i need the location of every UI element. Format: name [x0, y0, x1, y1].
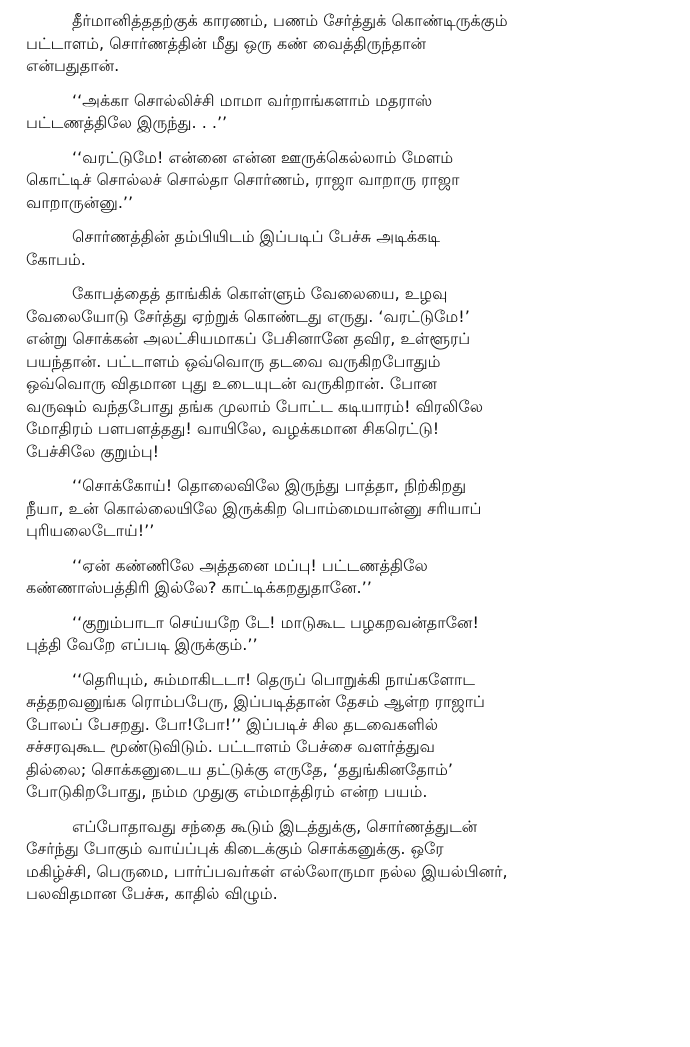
- text-line: வேலையோடு சேர்த்து ஏற்றுக் கொண்டது எருது. ‘வரட்டுமே!’: [26, 306, 470, 326]
- text-line: புரியலைடோய்!’’: [26, 521, 155, 540]
- text-line: கோபத்தைத் தாங்கிக் கொள்ளும் வேலையை, உழவு: [72, 284, 448, 303]
- paragraph: [26, 816, 660, 906]
- text-line: ‘‘சொக்கோய்! தொலைவிலே இருந்து பாத்தா, நிற்கிறது: [72, 476, 467, 495]
- text-line: ‘‘வரட்டுமே! என்னை என்ன ஊருக்கெல்லாம் மேளம்: [72, 147, 454, 167]
- paragraph: [26, 555, 660, 600]
- text-line: சேர்ந்து போகும் வாய்ப்புக் கிடைக்கும் சொக்கனுக்கு. ஒரே: [26, 839, 444, 858]
- text-line: கொட்டிச் சொல்லச் சொல்தா சொர்ணம், ராஜா வாறாரு ராஜா: [26, 170, 460, 189]
- text-line: கண்ணாஸ்பத்திரி இல்லே? காட்டிக்கறதுதானே.’’: [26, 578, 372, 597]
- text-line: ‘‘ஏன் கண்ணிலே அத்தனை மப்பு! பட்டணத்திலே: [72, 555, 428, 575]
- text-line: என்பதுதான்.: [26, 56, 120, 75]
- text-line: போடுகிறபோது, நம்ம முதுகு எம்மாத்திரம் என்ற பயம்.: [26, 782, 428, 801]
- text-line: பலவிதமான பேச்சு, காதில் விழும்.: [26, 884, 278, 903]
- paragraph: [26, 226, 660, 271]
- text-line: பேச்சிலே குறும்பு!: [26, 441, 160, 461]
- text-line: என்று சொக்கன் அலட்சியமாகப் பேசினானே தவிர, உள்ளூரப்: [26, 329, 471, 348]
- text-line: கோபம்.: [26, 249, 86, 269]
- paragraph: [26, 283, 660, 463]
- text-line: பயந்தான். பட்டாளம் ஒவ்வொரு தடவை வருகிறபோதும்: [26, 351, 441, 371]
- text-line: மோதிரம் பளபளத்தது! வாயிலே, வழக்கமான சிகரெட்டு!: [26, 419, 440, 438]
- text-line: தீர்மானித்ததற்குக் காரணம், பணம் சேர்த்துக் கொண்டிருக்கும்: [72, 11, 508, 30]
- text-line: சச்சரவுகூட மூண்டுவிடும். பட்டாளம் பேச்சை வளர்த்துவ: [26, 737, 435, 756]
- paragraph: [26, 669, 660, 804]
- text-line: பட்டாளம், சொர்ணத்தின் மீது ஒரு கண் வைத்திருந்தான்: [26, 33, 426, 53]
- text-line: எப்போதாவது சந்தை கூடும் இடத்துக்கு, சொர்ணத்துடன்: [72, 816, 478, 836]
- text-line: நீயா, உன் கொல்லையிலே இருக்கிற பொம்மையான்னு சரியாப்: [26, 498, 482, 518]
- text-line: வருஷம் வந்தபோது தங்க முலாம் போட்ட கடியாரம்! விரலிலே: [26, 396, 483, 416]
- paragraph: [26, 475, 660, 543]
- text-line: சுத்தறவனுங்க ரொம்பபேரு, இப்படித்தான் தேசம் ஆள்ற ராஜாப்: [26, 692, 485, 711]
- text-line: புத்தி வேறே எப்படி இருக்கும்.’’: [26, 635, 258, 654]
- text-line: வாறாருன்னு.’’: [26, 192, 134, 212]
- paragraph: [26, 147, 660, 215]
- text-line: சொர்ணத்தின் தம்பியிடம் இப்படிப் பேச்சு அடிக்கடி: [72, 227, 440, 246]
- paragraph: [26, 10, 660, 78]
- text-line: பட்டணத்திலே இருந்து. . .’’: [26, 113, 228, 132]
- text-line: தில்லை; சொக்கனுடைய தட்டுக்கு எருதே, ‘ததுங்கினதோம்’: [26, 759, 453, 779]
- paragraph: [26, 90, 660, 135]
- text-line: மகிழ்ச்சி, பெருமை, பார்ப்பவர்கள் எல்லோருமா நல்ல இயல்பினர்,: [26, 861, 508, 881]
- text-line: ‘‘குறும்பாடா செய்யறே டே! மாடுகூட பழகறவன்தானே!: [72, 612, 479, 632]
- text-line: ஒவ்வொரு விதமான புது உடையுடன் வருகிறான். போன: [26, 374, 437, 393]
- text-line: ‘‘அக்கா சொல்லிச்சி மாமா வர்றாங்களாம் மதராஸ்: [72, 90, 433, 110]
- text-line: போலப் பேசறது. போ!போ!’’ இப்படிச் சில தடவைகளில்: [26, 714, 439, 734]
- paragraph: [26, 612, 660, 657]
- text-line: ‘‘தெரியும், சும்மாகிடடா! தெருப் பொறுக்கி நாய்களோட: [72, 669, 475, 689]
